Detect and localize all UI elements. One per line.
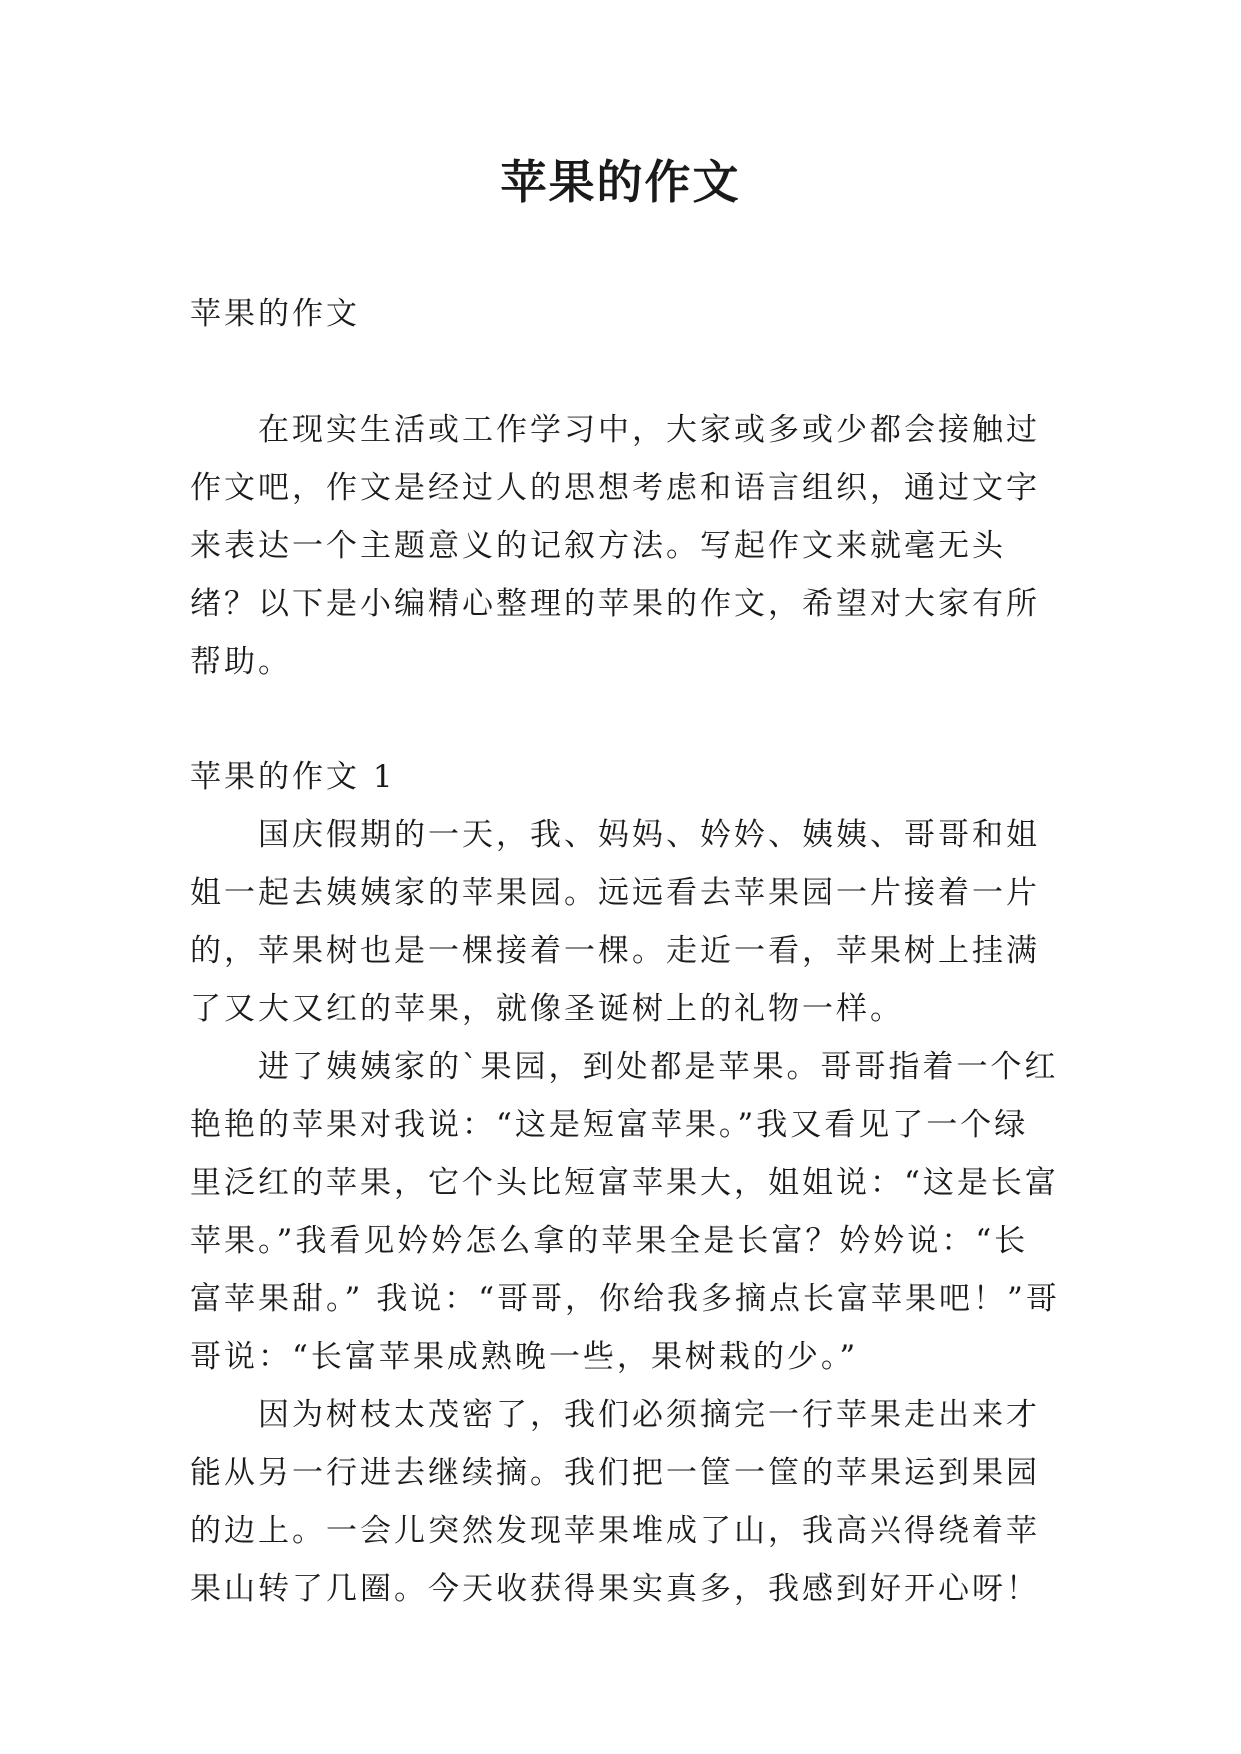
body-paragraph-3: 因为树枝太茂密了，我们必须摘完一行苹果走出来才能从另一行进去继续摘。我们把一筐一筐的苹果运到果园的边上。一会儿突然发现苹果堆成了山，我高兴得绕着苹果山转了几圈。今天收获得果实真多，我感到好开心呀！ xyxy=(190,1397,1040,1607)
intro-paragraph: 在现实生活或工作学习中，大家或多或少都会接触过作文吧，作文是经过人的思想考虑和语言组织，通过文字来表达一个主题意义的记叙方法。写起作文来就毫无头绪？以下是小编精心整理的苹果的作文，希望对大家有所帮助。 xyxy=(190,412,1040,680)
document-title: 苹果的作文 xyxy=(500,155,741,209)
section-heading: 苹果的作文 1 xyxy=(190,759,396,795)
document-body xyxy=(190,285,1060,1618)
body-paragraph-2: 进了姨姨家的`果园，到处都是苹果。哥哥指着一个红艳艳的苹果对我说：“这是短富苹果。”我又看见了一个绿里泛红的苹果，它个头比短富苹果大，姐姐说：“这是长富苹果。”我看见妗妗怎么拿的苹果全是长富？妗妗说：“长富苹果甜。” 我说：“哥哥，你给我多摘点长富苹果吧！”哥哥说：“长富苹果成熟晚一些，果树栽的少。” xyxy=(190,1049,1060,1375)
body-paragraph-1: 国庆假期的一天，我、妈妈、妗妗、姨姨、哥哥和姐姐一起去姨姨家的苹果园。远远看去苹果园一片接着一片的，苹果树也是一棵接着一棵。走近一看，苹果树上挂满了又大又红的苹果，就像圣诞树上的礼物一样。 xyxy=(190,817,1040,1027)
document-subtitle: 苹果的作文 xyxy=(190,296,360,332)
